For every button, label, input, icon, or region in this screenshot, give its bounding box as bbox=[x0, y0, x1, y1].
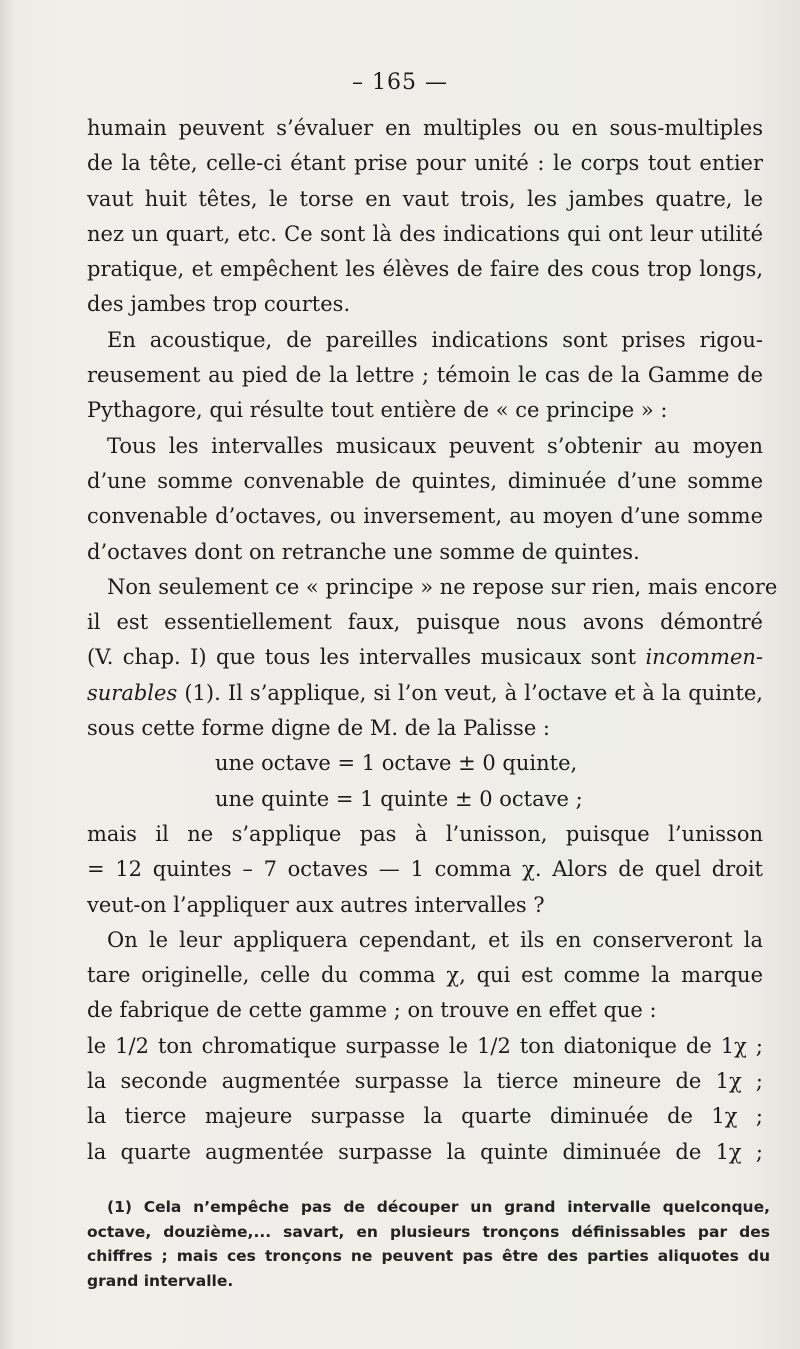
italic-word: incommen- bbox=[645, 645, 763, 670]
text-line: On le leur appliquera cependant, et ils en conserveront la bbox=[107, 927, 763, 952]
text-line: d’une somme convenable de quintes, diminuée d’une somme bbox=[87, 468, 763, 493]
text-line: En acoustique, de pareilles indications sont prises rigou- bbox=[107, 327, 763, 352]
text-segment: (1). Il s’applique, si l’on veut, à l’octave et à la quinte, bbox=[184, 680, 763, 705]
text-line: tare originelle, celle du comma χ, qui est comme la marque bbox=[87, 963, 763, 988]
footnote-line: (1) Cela n’empêche pas de découper un grand intervalle quelconque, bbox=[107, 1198, 770, 1216]
text-line: Non seulement ce « principe » ne repose sur rien, mais encore bbox=[107, 574, 778, 599]
text-line: la tierce majeure surpasse la quarte diminuée de 1χ ; bbox=[87, 1104, 763, 1129]
text-line: de fabrique de cette gamme ; on trouve en effet que : bbox=[87, 998, 657, 1023]
text-line: des jambes trop courtes. bbox=[87, 292, 351, 317]
text-line: sous cette forme digne de M. de la Palisse : bbox=[87, 716, 550, 741]
text-line: Pythagore, qui résulte tout entière de « ce principe » : bbox=[87, 398, 668, 423]
text-line: convenable d’octaves, ou inversement, au moyen d’une somme bbox=[87, 504, 763, 529]
text-line: veut-on l’appliquer aux autres intervalles ? bbox=[87, 892, 545, 917]
footnote-line: octave, douzième,... savart, en plusieurs tronçons définissables par des bbox=[87, 1222, 770, 1241]
text-line: le 1/2 ton chromatique surpasse le 1/2 ton diatonique de 1χ ; bbox=[87, 1033, 763, 1058]
text-line: nez un quart, etc. Ce sont là des indications qui ont leur utilité bbox=[87, 221, 763, 246]
text-line: de la tête, celle-ci étant prise pour unité : le corps tout entier bbox=[87, 151, 763, 176]
equation-line: une octave = 1 octave ± 0 quinte, bbox=[215, 751, 578, 776]
text-line: humain peuvent s’évaluer en multiples ou en sous-multiples bbox=[87, 116, 763, 140]
text-line: mais il ne s’applique pas à l’unisson, puisque l’unisson bbox=[87, 821, 763, 846]
page-number: – 165 — bbox=[352, 70, 448, 95]
text-line: d’octaves dont on retranche une somme de quintes. bbox=[87, 539, 640, 564]
footnote-line: chiffres ; mais ces tronçons ne peuvent pas être des parties aliquotes du bbox=[87, 1247, 770, 1265]
text-line: reusement au pied de la lettre ; témoin le cas de la Gamme de bbox=[87, 363, 763, 388]
text-line: Tous les intervalles musicaux peuvent s’obtenir au moyen bbox=[107, 433, 763, 458]
text-line: = 12 quintes – 7 octaves — 1 comma χ. Alors de quel droit bbox=[87, 857, 763, 882]
text-line bbox=[87, 676, 763, 711]
text-line: la quarte augmentée surpasse la quinte diminuée de 1χ ; bbox=[87, 1139, 763, 1164]
footnote-line: grand intervalle. bbox=[87, 1271, 234, 1290]
text-segment: (V. chap. I) que tous les intervalles musicaux sont bbox=[87, 645, 637, 670]
text-line: il est essentiellement faux, puisque nous avons démontré bbox=[87, 610, 763, 635]
footnote bbox=[87, 1195, 770, 1293]
text-line: la seconde augmentée surpasse la tierce mineure de 1χ ; bbox=[87, 1069, 763, 1094]
main-text bbox=[87, 111, 778, 1170]
italic-word: surables bbox=[87, 680, 178, 705]
text-line: pratique, et empêchent les élèves de faire des cous trop longs, bbox=[87, 257, 763, 282]
text-line: vaut huit têtes, le torse en vaut trois, les jambes quatre, le bbox=[87, 186, 763, 211]
equation-line: une quinte = 1 quinte ± 0 octave ; bbox=[215, 786, 583, 811]
text-line bbox=[87, 640, 763, 675]
